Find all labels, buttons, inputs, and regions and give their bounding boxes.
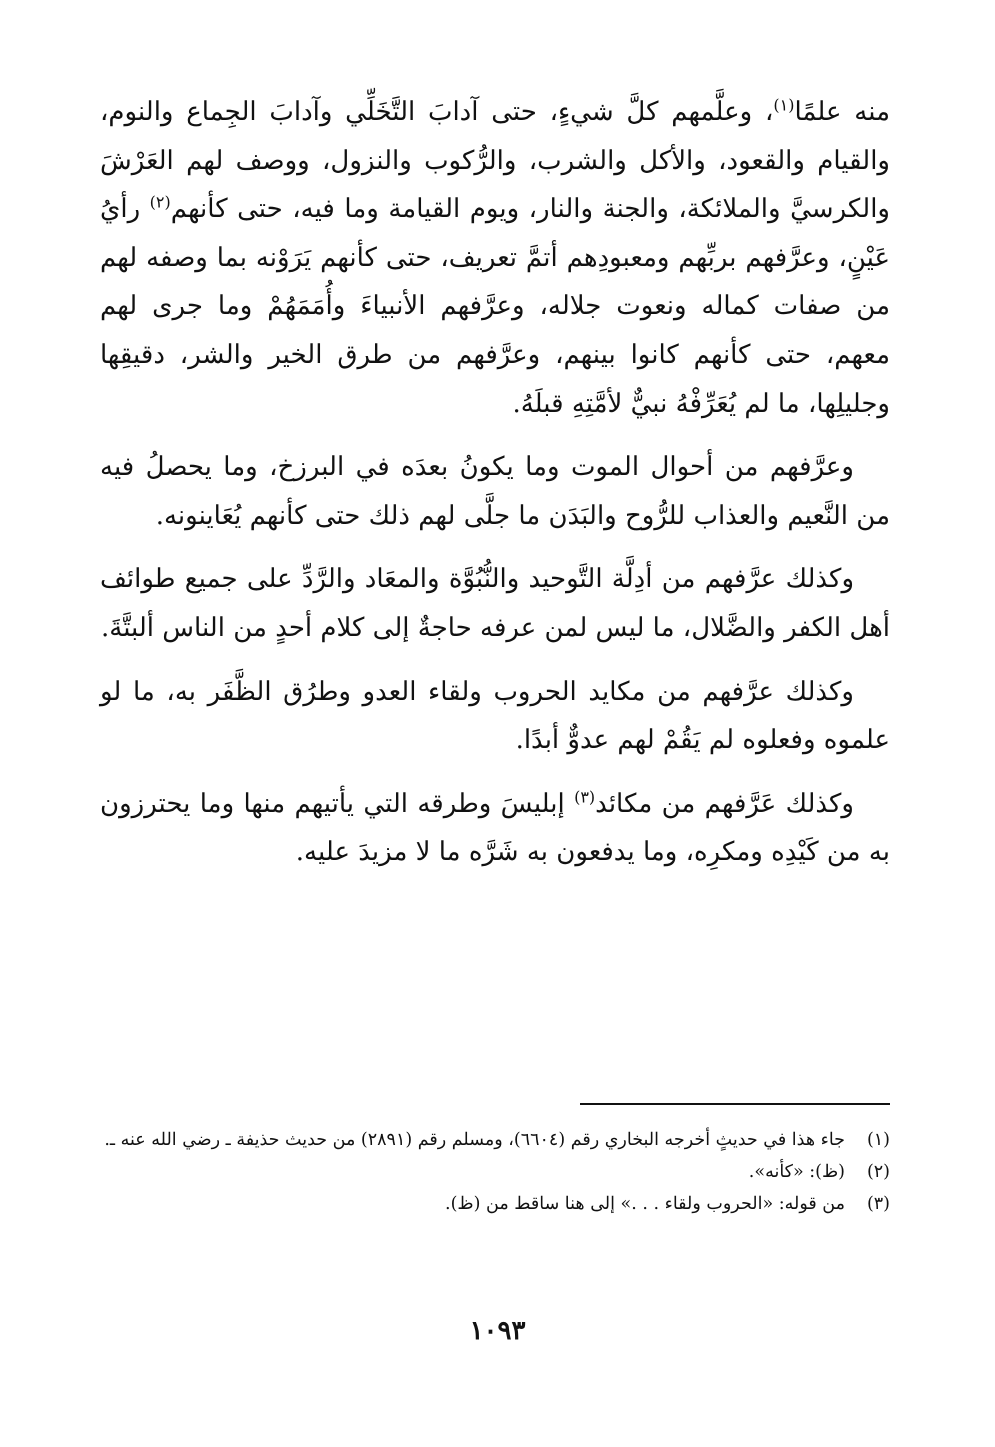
paragraph-5 — [100, 780, 890, 877]
paragraph-4 — [100, 668, 890, 765]
footnote-1-number: (١) — [866, 1130, 890, 1150]
page-number: ١٠٩٣ — [469, 1316, 526, 1346]
paragraph-3-text: وكذلك عرَّفهم من أدِلَّة التَّوحيد والنُّبُوَّة والمعَاد والرَّدِّ على جميع طوائف أهل الكفر والضَّلال، ما ليس لمن عرفه حاجةٌ إلى كلام أحدٍ من الناس ألبتَّةَ. — [100, 564, 890, 643]
paragraph-3 — [100, 555, 890, 652]
paragraph-4-text: وكذلك عرَّفهم من مكايد الحروب ولقاء العدو وطرُق الظَّفَر به، ما لو علموه وفعلوه لم يَقُمْ لهم عدوٌّ أبدًا. — [100, 676, 890, 756]
paragraph-2 — [100, 443, 890, 540]
footnote-separator-rule — [580, 1103, 890, 1105]
footnote-2-number: (٢) — [866, 1162, 890, 1182]
paragraph-5-text-1: وكذلك عَرَّفهم من مكائد — [595, 788, 854, 819]
main-text — [100, 88, 890, 892]
footnote-3 — [100, 1188, 890, 1220]
footnote-3-text: من قوله: «الحروب ولقاء . . .» إلى هنا ساقط من (ظ). — [445, 1194, 845, 1214]
footnote-reference-3: (٣) — [574, 787, 596, 807]
footnote-reference-2: (٢) — [149, 192, 171, 212]
paragraph-5-text-2: إبليسَ وطرقه التي يأتيهم منها وما يحترزون به من كَيْدِه ومكرِه، وما يدفعون به شَرَّه ما لا مزيدَ عليه. — [100, 788, 890, 868]
paragraph-1-text-1: منه علمًا — [794, 97, 890, 127]
paragraph-1 — [100, 88, 890, 428]
footnote-2 — [100, 1156, 890, 1188]
footnotes — [100, 1124, 890, 1220]
paragraph-1-text-3: رأيُ عَيْنٍ، وعرَّفهم بربِّهم ومعبودِهم أتمَّ تعريف، حتى كأنهم يَرَوْنه بما وصفه لهم من صفات كماله ونعوت جلاله، وعرَّفهم الأنبياءَ وأُمَمَهُمْ وما جرى لهم معهم، حتى كأنهم كانوا بينهم، وعرَّفهم من طرق الخير والشر، دقيقِها وجليلِها، ما لم يُعَرِّفْهُ نبيٌّ لأمَّتِهِ قبلَهُ. — [100, 194, 890, 419]
paragraph-1-text-2: ، وعلَّمهم كلَّ شيءٍ، حتى آدابَ التَّخَلِّي وآدابَ الجِماع والنوم، والقيام والقعود، والأكل والشرب، والرُّكوب والنزول، ووصف لهم العَرْشَ والكرسيَّ والملائكة، والجنة والنار، ويوم القيامة وما فيه، حتى كأنهم — [100, 97, 890, 225]
footnote-reference-1: (١) — [773, 95, 795, 115]
footnote-1-text: جاء هذا في حديثٍ أخرجه البخاري رقم (٦٦٠٤)، ومسلم رقم (٢٨٩١) من حديث حذيفة ـ رضي الله عنه ـ. — [104, 1130, 845, 1150]
footnote-1 — [100, 1124, 890, 1156]
footnote-3-number: (٣) — [866, 1194, 890, 1214]
paragraph-2-text: وعرَّفهم من أحوال الموت وما يكونُ بعدَه في البرزخ، وما يحصلُ فيه من النَّعيم والعذاب للرُّوح والبَدَن ما جلَّى لهم ذلك حتى كأنهم يُعَاينونه. — [100, 452, 890, 531]
footnote-2-text: (ظ): «كأنه». — [748, 1162, 845, 1182]
